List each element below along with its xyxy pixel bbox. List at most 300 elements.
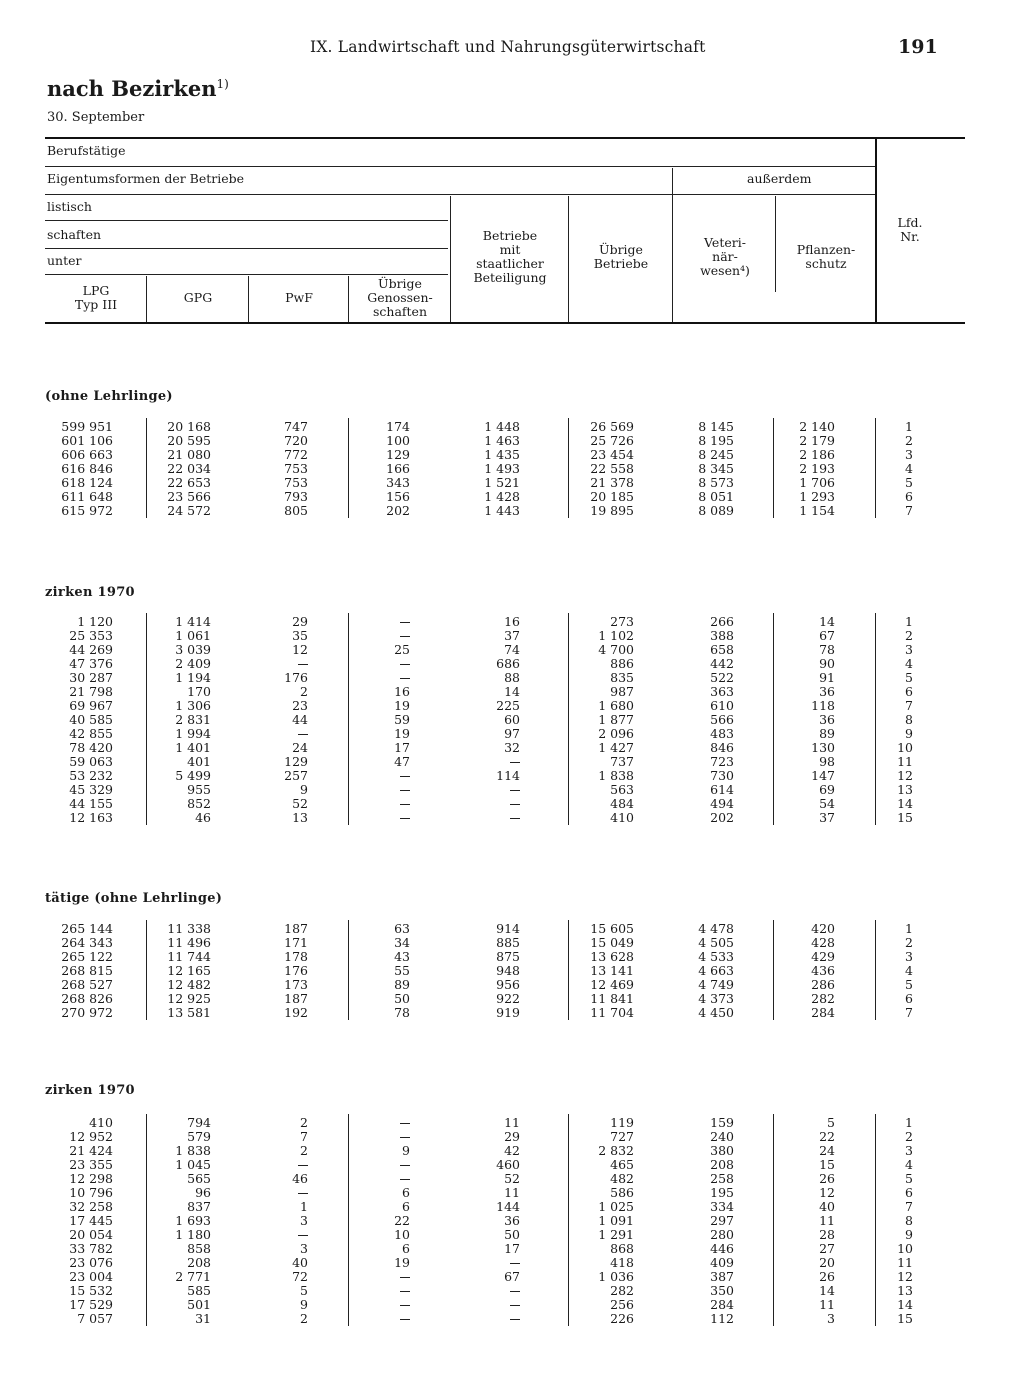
cell-uebrige-gen — [350, 1270, 410, 1284]
cell-veterinaer: 730 — [710, 768, 734, 783]
cell-betriebe-staatl — [450, 1312, 520, 1326]
cell-uebrige-betriebe: 1 838 — [598, 768, 634, 783]
cell-lfd-nr: 4 — [905, 656, 913, 671]
cell-uebrige-gen: 16 — [394, 684, 410, 699]
cell-pflanzenschutz: 429 — [811, 949, 835, 964]
column-rule — [146, 1114, 147, 1326]
cell-uebrige-gen: 19 — [394, 698, 410, 713]
cell-veterinaer: 297 — [710, 1213, 734, 1228]
cell-betriebe-staatl: 144 — [496, 1199, 520, 1214]
table-row — [0, 434, 1024, 448]
cell-uebrige-betriebe: 4 700 — [598, 642, 634, 657]
cell-pwf — [250, 727, 308, 741]
table-row — [0, 1186, 1024, 1200]
table-row — [0, 1284, 1024, 1298]
cell-gpg: 5 499 — [175, 768, 211, 783]
cell-uebrige-gen: 10 — [394, 1227, 410, 1242]
cell-uebrige-betriebe: 282 — [610, 1283, 634, 1298]
cell-uebrige-betriebe: 23 454 — [590, 447, 634, 462]
cell-pwf: 257 — [284, 768, 308, 783]
dash-mark — [400, 1179, 410, 1180]
cell-betriebe-staatl: 60 — [504, 712, 520, 727]
cell-veterinaer: 387 — [710, 1269, 734, 1284]
cell-lpg: 23 076 — [69, 1255, 113, 1270]
table-row — [0, 964, 1024, 978]
column-rule — [568, 1114, 569, 1326]
cell-lfd-nr: 1 — [905, 921, 913, 936]
header-vrule — [568, 196, 569, 322]
header-lfd-line2: Nr. — [900, 229, 920, 244]
cell-veterinaer: 610 — [710, 698, 734, 713]
cell-veterinaer: 266 — [710, 614, 734, 629]
cell-lfd-nr: 4 — [905, 963, 913, 978]
cell-veterinaer: 446 — [710, 1241, 734, 1256]
cell-uebrige-betriebe: 868 — [610, 1241, 634, 1256]
cell-pwf: 2 — [300, 1311, 308, 1326]
cell-betriebe-staatl: 42 — [504, 1143, 520, 1158]
cell-uebrige-betriebe: 256 — [610, 1297, 634, 1312]
dash-mark — [400, 1137, 410, 1138]
cell-pwf: 192 — [284, 1005, 308, 1020]
cell-gpg: 12 165 — [167, 963, 211, 978]
table-title-text: nach Bezirken — [47, 76, 217, 101]
table-title — [47, 76, 229, 101]
cell-veterinaer: 4 505 — [698, 935, 734, 950]
cell-uebrige-betriebe: 12 469 — [590, 977, 634, 992]
cell-gpg: 501 — [187, 1297, 211, 1312]
cell-gpg: 96 — [195, 1185, 211, 1200]
header-veterinaer-line2: när- — [712, 249, 738, 264]
cell-veterinaer: 8 245 — [698, 447, 734, 462]
dash-mark — [510, 804, 520, 805]
cell-gpg: 170 — [187, 684, 211, 699]
header-pflanzenschutz-line1: Pflanzen- — [796, 242, 856, 257]
table-row — [0, 727, 1024, 741]
cell-uebrige-betriebe: 13 141 — [590, 963, 634, 978]
dash-mark — [510, 818, 520, 819]
cell-pwf: 9 — [300, 1297, 308, 1312]
dash-mark — [400, 790, 410, 791]
cell-uebrige-betriebe: 410 — [610, 810, 634, 825]
table-row — [0, 1228, 1024, 1242]
cell-uebrige-gen — [350, 671, 410, 685]
table-row — [0, 1200, 1024, 1214]
dash-mark — [400, 776, 410, 777]
cell-lpg: 268 815 — [61, 963, 113, 978]
cell-uebrige-betriebe: 1 102 — [598, 628, 634, 643]
header-pflanzenschutz-line2: schutz — [805, 256, 847, 271]
header-lpg-line1: LPG — [82, 283, 110, 298]
cell-pwf: 2 — [300, 1115, 308, 1130]
cell-lfd-nr: 14 — [897, 796, 913, 811]
cell-pflanzenschutz: 1 706 — [799, 475, 835, 490]
cell-betriebe-staatl: 956 — [496, 977, 520, 992]
table-row — [0, 1116, 1024, 1130]
cell-pwf: 5 — [300, 1283, 308, 1298]
header-betriebe-line3: staatlicher — [476, 256, 544, 271]
column-rule — [348, 1114, 349, 1326]
table-row — [0, 713, 1024, 727]
table-row — [0, 1256, 1024, 1270]
cell-lfd-nr: 3 — [905, 1143, 913, 1158]
table-row — [0, 504, 1024, 518]
header-vrule — [450, 196, 451, 322]
cell-uebrige-betriebe: 886 — [610, 656, 634, 671]
cell-lpg: 611 648 — [61, 489, 113, 504]
cell-lpg: 59 063 — [69, 754, 113, 769]
cell-pwf: 2 — [300, 1143, 308, 1158]
cell-uebrige-gen: 343 — [386, 475, 410, 490]
cell-pflanzenschutz: 2 193 — [799, 461, 835, 476]
cell-betriebe-staatl: 97 — [504, 726, 520, 741]
cell-betriebe-staatl: 1 521 — [484, 475, 520, 490]
table-row — [0, 936, 1024, 950]
column-rule — [875, 1114, 876, 1326]
cell-veterinaer: 846 — [710, 740, 734, 755]
cell-veterinaer: 363 — [710, 684, 734, 699]
cell-veterinaer: 4 478 — [698, 921, 734, 936]
table-row — [0, 420, 1024, 434]
cell-lpg: 618 124 — [61, 475, 113, 490]
header-rule — [45, 194, 875, 195]
cell-pwf: 9 — [300, 782, 308, 797]
cell-uebrige-gen: 6 — [402, 1185, 410, 1200]
table-row — [0, 657, 1024, 671]
cell-lfd-nr: 11 — [897, 754, 913, 769]
cell-betriebe-staatl: 52 — [504, 1171, 520, 1186]
cell-betriebe-staatl: 17 — [504, 1241, 520, 1256]
cell-pflanzenschutz: 78 — [819, 642, 835, 657]
cell-lpg: 599 951 — [61, 419, 113, 434]
dash-mark — [510, 1305, 520, 1306]
header-rule — [45, 274, 448, 275]
cell-lpg: 268 527 — [61, 977, 113, 992]
cell-uebrige-betriebe: 484 — [610, 796, 634, 811]
cell-uebrige-gen: 22 — [394, 1213, 410, 1228]
cell-betriebe-staatl: 1 443 — [484, 503, 520, 518]
table-row — [0, 1242, 1024, 1256]
cell-pflanzenschutz: 420 — [811, 921, 835, 936]
cell-lfd-nr: 5 — [905, 670, 913, 685]
table-row — [0, 490, 1024, 504]
cell-lfd-nr: 13 — [897, 1283, 913, 1298]
cell-pflanzenschutz: 40 — [819, 1199, 835, 1214]
cell-veterinaer: 442 — [710, 656, 734, 671]
cell-lfd-nr: 3 — [905, 949, 913, 964]
cell-gpg: 12 925 — [167, 991, 211, 1006]
cell-uebrige-betriebe: 13 628 — [590, 949, 634, 964]
cell-pwf: 772 — [284, 447, 308, 462]
cell-uebrige-gen: 19 — [394, 1255, 410, 1270]
cell-uebrige-gen: 89 — [394, 977, 410, 992]
cell-uebrige-betriebe: 11 704 — [590, 1005, 634, 1020]
column-rule — [568, 418, 569, 518]
header-lfd-line1: Lfd. — [897, 215, 923, 230]
header-lpg-line2: Typ III — [74, 297, 118, 312]
dash-mark — [510, 1263, 520, 1264]
header-vrule — [672, 168, 673, 322]
cell-betriebe-staatl: 948 — [496, 963, 520, 978]
table-row — [0, 685, 1024, 699]
header-uebrige-gen-line2: Genossen- — [367, 290, 433, 305]
cell-betriebe-staatl: 919 — [496, 1005, 520, 1020]
table-row — [0, 741, 1024, 755]
cell-veterinaer: 8 573 — [698, 475, 734, 490]
cell-uebrige-gen: 63 — [394, 921, 410, 936]
cell-gpg: 46 — [195, 810, 211, 825]
cell-gpg: 23 566 — [167, 489, 211, 504]
cell-betriebe-staatl: 1 463 — [484, 433, 520, 448]
cell-pflanzenschutz: 11 — [819, 1297, 835, 1312]
cell-pflanzenschutz: 26 — [819, 1269, 835, 1284]
table-row — [0, 755, 1024, 769]
cell-lpg: 268 826 — [61, 991, 113, 1006]
cell-pwf: 72 — [292, 1269, 308, 1284]
cell-gpg: 2 409 — [175, 656, 211, 671]
cell-pwf: 720 — [284, 433, 308, 448]
cell-pflanzenschutz: 286 — [811, 977, 835, 992]
cell-betriebe-staatl: 88 — [504, 670, 520, 685]
cell-pwf: 52 — [292, 796, 308, 811]
cell-lpg: 12 163 — [69, 810, 113, 825]
cell-uebrige-betriebe: 1 291 — [598, 1227, 634, 1242]
header-gpg: GPG — [183, 290, 213, 305]
cell-betriebe-staatl: 11 — [504, 1115, 520, 1130]
cell-lfd-nr: 1 — [905, 614, 913, 629]
cell-uebrige-gen: 47 — [394, 754, 410, 769]
cell-betriebe-staatl — [450, 1256, 520, 1270]
cell-gpg: 585 — [187, 1283, 211, 1298]
cell-lpg: 601 106 — [61, 433, 113, 448]
header-eigentumsformen: Eigentumsformen der Betriebe — [47, 171, 245, 186]
cell-veterinaer: 202 — [710, 810, 734, 825]
header-vrule — [775, 196, 776, 292]
cell-veterinaer: 483 — [710, 726, 734, 741]
cell-uebrige-gen — [350, 783, 410, 797]
dash-mark — [400, 622, 410, 623]
header-listisch: listisch — [47, 199, 92, 214]
cell-pflanzenschutz: 2 186 — [799, 447, 835, 462]
cell-uebrige-gen: 202 — [386, 503, 410, 518]
table-row — [0, 811, 1024, 825]
cell-gpg: 837 — [187, 1199, 211, 1214]
cell-pwf: 23 — [292, 698, 308, 713]
header-rule — [45, 166, 875, 167]
cell-uebrige-gen — [350, 1298, 410, 1312]
table-row — [0, 615, 1024, 629]
cell-pflanzenschutz: 2 179 — [799, 433, 835, 448]
cell-lpg: 47 376 — [69, 656, 113, 671]
cell-uebrige-gen — [350, 769, 410, 783]
cell-lfd-nr: 5 — [905, 1171, 913, 1186]
cell-pflanzenschutz: 24 — [819, 1143, 835, 1158]
cell-veterinaer: 112 — [710, 1311, 734, 1326]
cell-lpg: 264 343 — [61, 935, 113, 950]
cell-gpg: 1 045 — [175, 1157, 211, 1172]
cell-uebrige-gen: 17 — [394, 740, 410, 755]
table-row — [0, 448, 1024, 462]
header-rule — [45, 248, 448, 249]
cell-pwf: 7 — [300, 1129, 308, 1144]
cell-uebrige-gen — [350, 615, 410, 629]
cell-pwf: 13 — [292, 810, 308, 825]
cell-lpg: 53 232 — [69, 768, 113, 783]
cell-lfd-nr: 8 — [905, 1213, 913, 1228]
cell-uebrige-gen: 34 — [394, 935, 410, 950]
section-title: zirken 1970 — [45, 585, 135, 600]
cell-betriebe-staatl — [450, 1298, 520, 1312]
cell-uebrige-betriebe: 273 — [610, 614, 634, 629]
cell-pflanzenschutz: 69 — [819, 782, 835, 797]
cell-pflanzenschutz: 428 — [811, 935, 835, 950]
cell-pwf: 24 — [292, 740, 308, 755]
cell-gpg: 24 572 — [167, 503, 211, 518]
cell-lpg: 44 269 — [69, 642, 113, 657]
table-row — [0, 629, 1024, 643]
cell-lfd-nr: 9 — [905, 726, 913, 741]
cell-veterinaer: 4 450 — [698, 1005, 734, 1020]
cell-lpg: 410 — [89, 1115, 113, 1130]
table-row — [0, 978, 1024, 992]
cell-lfd-nr: 6 — [905, 684, 913, 699]
cell-uebrige-betriebe: 465 — [610, 1157, 634, 1172]
cell-lpg: 23 355 — [69, 1157, 113, 1172]
cell-gpg: 1 180 — [175, 1227, 211, 1242]
cell-pflanzenschutz: 14 — [819, 614, 835, 629]
cell-pwf: 3 — [300, 1213, 308, 1228]
cell-veterinaer: 409 — [710, 1255, 734, 1270]
cell-pwf: 793 — [284, 489, 308, 504]
cell-lfd-nr: 8 — [905, 712, 913, 727]
header-betriebe-line4: Beteiligung — [473, 270, 547, 285]
cell-lfd-nr: 4 — [905, 461, 913, 476]
header-berufstaetige: Berufstätige — [47, 143, 126, 158]
cell-veterinaer: 566 — [710, 712, 734, 727]
cell-veterinaer: 494 — [710, 796, 734, 811]
cell-betriebe-staatl: 1 493 — [484, 461, 520, 476]
cell-uebrige-betriebe: 20 185 — [590, 489, 634, 504]
cell-veterinaer: 334 — [710, 1199, 734, 1214]
cell-veterinaer: 8 345 — [698, 461, 734, 476]
cell-pwf — [250, 1228, 308, 1242]
cell-veterinaer: 8 195 — [698, 433, 734, 448]
cell-lfd-nr: 2 — [905, 1129, 913, 1144]
cell-lpg: 265 144 — [61, 921, 113, 936]
cell-pflanzenschutz: 36 — [819, 712, 835, 727]
header-lfd-nr — [878, 216, 942, 244]
cell-uebrige-gen: 59 — [394, 712, 410, 727]
dash-mark — [298, 1235, 308, 1236]
cell-lfd-nr: 15 — [897, 1311, 913, 1326]
cell-betriebe-staatl: 32 — [504, 740, 520, 755]
table-row — [0, 1298, 1024, 1312]
table-row — [0, 671, 1024, 685]
header-rule — [45, 220, 448, 221]
cell-gpg: 11 496 — [167, 935, 211, 950]
cell-betriebe-staatl — [450, 797, 520, 811]
dash-mark — [400, 636, 410, 637]
column-rule — [568, 613, 569, 825]
cell-gpg: 794 — [187, 1115, 211, 1130]
cell-betriebe-staatl: 36 — [504, 1213, 520, 1228]
cell-lfd-nr: 3 — [905, 447, 913, 462]
cell-uebrige-betriebe: 1 877 — [598, 712, 634, 727]
header-pflanzenschutz — [776, 243, 876, 271]
cell-pflanzenschutz: 37 — [819, 810, 835, 825]
cell-veterinaer: 723 — [710, 754, 734, 769]
cell-gpg: 2 831 — [175, 712, 211, 727]
cell-lfd-nr: 2 — [905, 433, 913, 448]
column-rule — [773, 920, 774, 1020]
cell-pflanzenschutz: 118 — [811, 698, 835, 713]
cell-betriebe-staatl: 29 — [504, 1129, 520, 1144]
cell-pflanzenschutz: 67 — [819, 628, 835, 643]
header-veterinaer-line1: Veteri- — [704, 235, 746, 250]
cell-pflanzenschutz: 5 — [827, 1115, 835, 1130]
cell-uebrige-betriebe: 25 726 — [590, 433, 634, 448]
cell-pflanzenschutz: 3 — [827, 1311, 835, 1326]
cell-pwf: 29 — [292, 614, 308, 629]
header-vrule — [146, 276, 147, 322]
cell-lfd-nr: 5 — [905, 475, 913, 490]
dash-mark — [400, 1305, 410, 1306]
dash-mark — [400, 818, 410, 819]
dash-mark — [400, 1319, 410, 1320]
cell-veterinaer: 614 — [710, 782, 734, 797]
header-veterinaer-line3: wesen⁴) — [700, 263, 750, 278]
column-rule — [875, 920, 876, 1020]
cell-pflanzenschutz: 2 140 — [799, 419, 835, 434]
cell-veterinaer: 8 089 — [698, 503, 734, 518]
cell-pwf: 40 — [292, 1255, 308, 1270]
cell-veterinaer: 159 — [710, 1115, 734, 1130]
cell-uebrige-gen: 50 — [394, 991, 410, 1006]
table-row — [0, 1158, 1024, 1172]
column-rule — [348, 920, 349, 1020]
cell-lpg: 270 972 — [61, 1005, 113, 1020]
header-uebrige-gen-line1: Übrige — [378, 276, 422, 291]
cell-lpg: 615 972 — [61, 503, 113, 518]
cell-uebrige-betriebe: 2 096 — [598, 726, 634, 741]
cell-veterinaer: 4 533 — [698, 949, 734, 964]
cell-uebrige-gen: 9 — [402, 1143, 410, 1158]
cell-pflanzenschutz: 98 — [819, 754, 835, 769]
cell-veterinaer: 8 051 — [698, 489, 734, 504]
header-betriebe-staatl — [452, 229, 568, 285]
table-row — [0, 699, 1024, 713]
cell-betriebe-staatl: 686 — [496, 656, 520, 671]
table-row — [0, 1172, 1024, 1186]
cell-pwf — [250, 1158, 308, 1172]
cell-betriebe-staatl: 11 — [504, 1185, 520, 1200]
cell-pflanzenschutz: 27 — [819, 1241, 835, 1256]
cell-uebrige-betriebe: 22 558 — [590, 461, 634, 476]
cell-pwf: 1 — [300, 1199, 308, 1214]
cell-pwf: 176 — [284, 963, 308, 978]
cell-betriebe-staatl — [450, 811, 520, 825]
cell-lfd-nr: 12 — [897, 768, 913, 783]
cell-gpg: 22 034 — [167, 461, 211, 476]
cell-gpg: 579 — [187, 1129, 211, 1144]
cell-gpg: 20 595 — [167, 433, 211, 448]
cell-lpg: 265 122 — [61, 949, 113, 964]
cell-gpg: 955 — [187, 782, 211, 797]
cell-lpg: 78 420 — [69, 740, 113, 755]
cell-uebrige-betriebe: 119 — [610, 1115, 634, 1130]
cell-gpg: 1 061 — [175, 628, 211, 643]
cell-gpg: 1 414 — [175, 614, 211, 629]
header-uebrige-betriebe — [570, 243, 672, 271]
